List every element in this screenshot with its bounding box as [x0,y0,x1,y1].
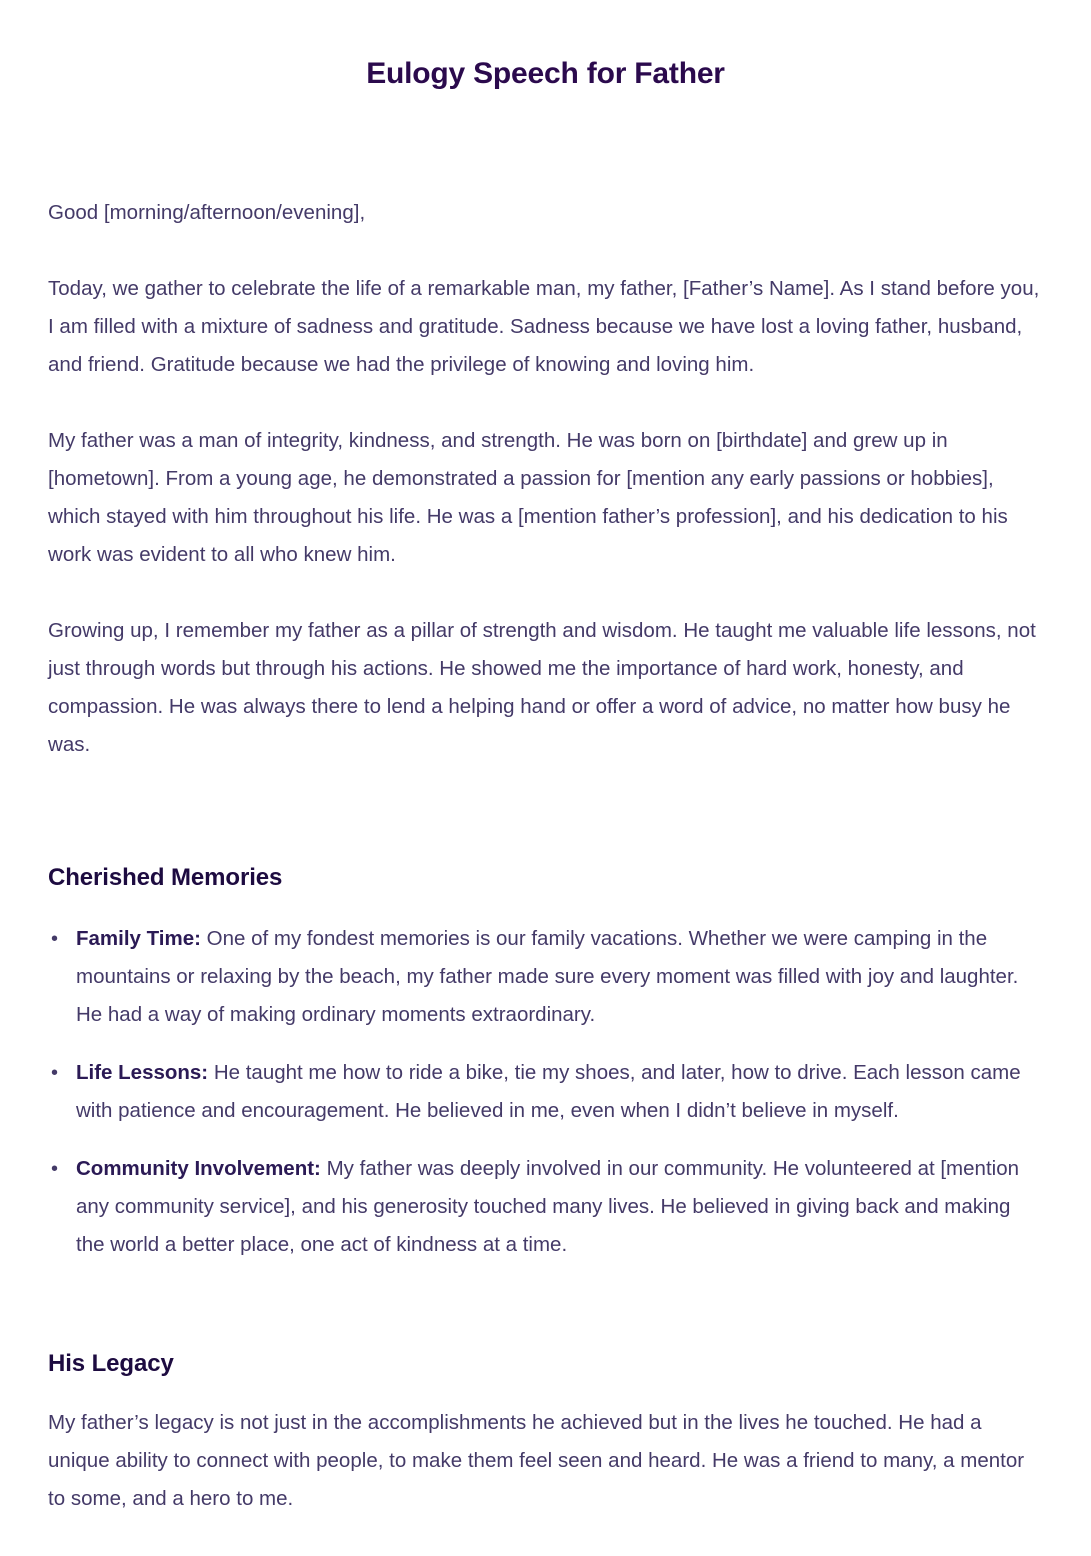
list-item-text: He taught me how to ride a bike, tie my shoes, and later, how to drive. Each lesson came with patience and encouragement. He believed in me, even when I didn’t believe in myself. [76,1061,1021,1122]
paragraph-greeting: Good [morning/afternoon/evening], [48,201,366,224]
list-item-lead-in: Community Involvement: [76,1157,321,1180]
paragraph-gathering: Today, we gather to celebrate the life of a remarkable man, my father, [Father’s Name]. As I stand before you, I am filled with a mixture of sadness and gratitude. Sadness because we have lost a loving father, husband, and friend. Gratitude because we had the privilege of knowing and loving him. [48,277,1040,376]
paragraph-legacy: My father’s legacy is not just in the accomplishments he achieved but in the lives he touched. He had a unique ability to connect with people, to make them feel seen and heard. He was a friend to many, a mentor to some, and a hero to me. [48,1411,1025,1510]
cherished-memories-section [48,802,1043,1264]
page-title: Eulogy Speech for Father [366,57,725,90]
list-item-lead-in: Family Time: [76,927,201,950]
list-item-text: One of my fondest memories is our family vacations. Whether we were camping in the mountains or relaxing by the beach, my father made sure every moment was filled with joy and laughter. He had a way of making ordinary moments extraordinary. [76,927,1019,1026]
list-item-lead-in: Life Lessons: [76,1061,209,1084]
section-heading-his-legacy: His Legacy [48,1350,174,1377]
paragraph-biography: My father was a man of integrity, kindness, and strength. He was born on [birthdate] and grew up in [hometown]. From a young age, he demonstrated a passion for [mention any early passions or hobbies], which stayed with him throughout his life. He was a [mention father’s profession], and his dedication to his work was evident to all who knew him. [48,429,1008,566]
bullet-icon: • [51,1158,59,1180]
list-item [48,1150,1043,1264]
his-legacy-section [48,1298,1043,1518]
list-item [48,1054,1043,1130]
memories-list [48,920,1043,1264]
section-heading-cherished-memories: Cherished Memories [48,864,283,891]
list-item [48,920,1043,1034]
list-item-text: My father was deeply involved in our community. He volunteered at [mention any community service], and his generosity touched many lives. He believed in giving back and making the world a better place, one act of kindness at a time. [76,1157,1019,1256]
intro-section [48,94,1043,764]
paragraph-growing-up: Growing up, I remember my father as a pillar of strength and wisdom. He taught me valuable life lessons, not just through words but through his actions. He showed me the importance of hard work, honesty, and compassion. He was always there to lend a helping hand or offer a word of advice, no matter how busy he was. [48,619,1036,756]
bullet-icon: • [51,928,59,950]
bullet-icon: • [51,1062,59,1084]
